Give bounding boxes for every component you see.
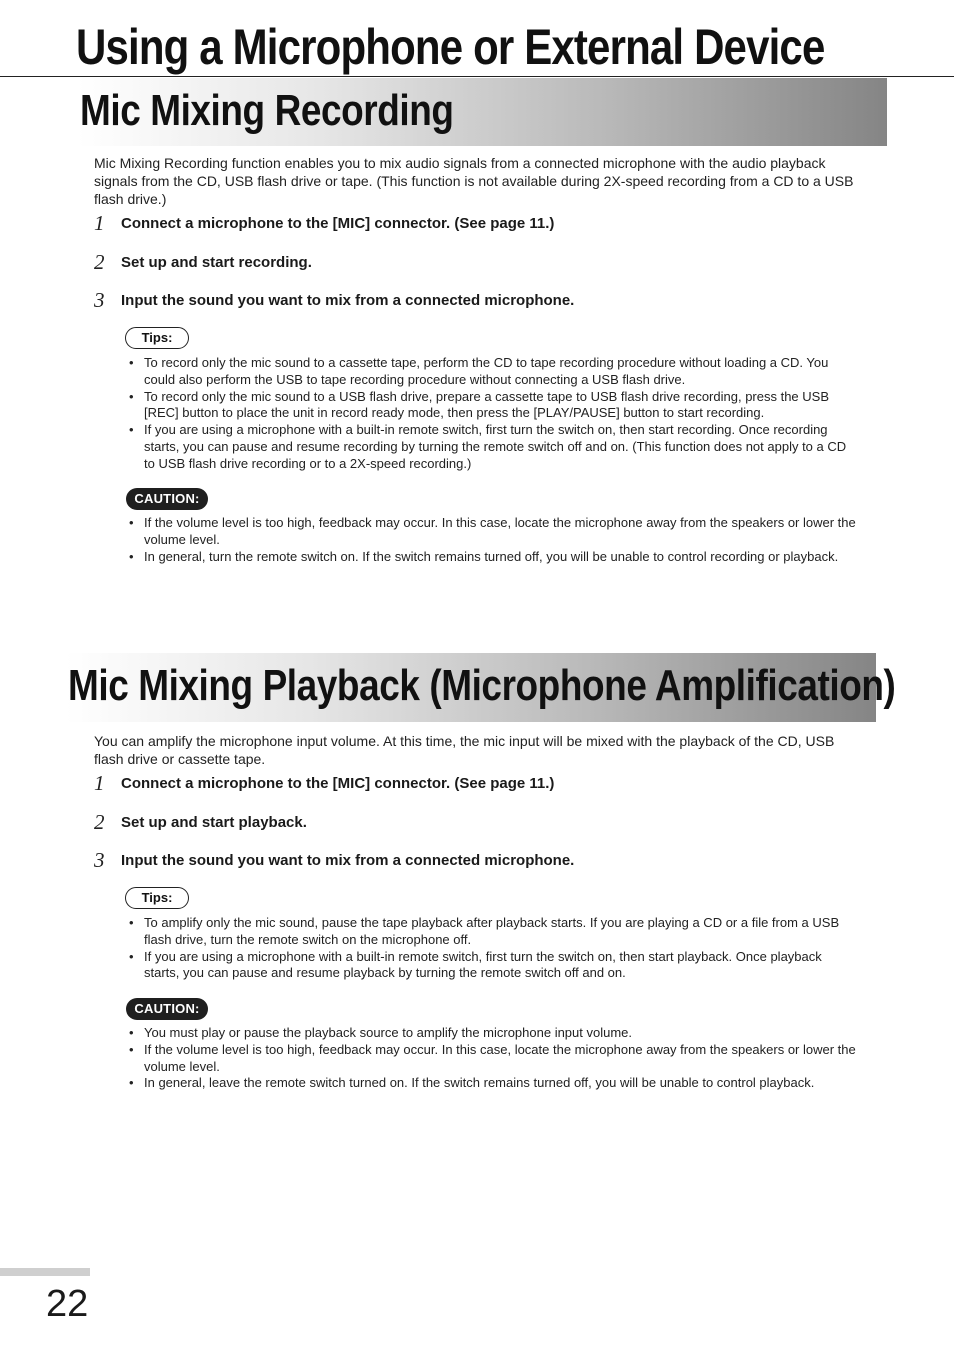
step-number: 2 bbox=[94, 250, 105, 274]
section-heading: Mic Mixing Playback (Microphone Amplification) bbox=[68, 661, 896, 710]
caution-list bbox=[126, 1025, 856, 1092]
step-text: Input the sound you want to mix from a connected microphone. bbox=[121, 852, 575, 869]
list-item: • To record only the mic sound to a USB flash drive, prepare a cassette tape to USB flash drive recording, press the USB [REC] button to place the unit in record ready mode, then press the [PLAY/PAUSE] button to start recording. bbox=[126, 389, 856, 423]
list-item: • If the volume level is too high, feedback may occur. In this case, locate the microphone away from the speakers or lower the volume level. bbox=[126, 515, 856, 549]
tips-list bbox=[126, 915, 856, 982]
section-heading-bar bbox=[78, 78, 887, 146]
step-number: 1 bbox=[94, 211, 105, 235]
step-number: 3 bbox=[94, 848, 105, 872]
step-text: Connect a microphone to the [MIC] connector. (See page 11.) bbox=[121, 215, 555, 232]
page-number: 22 bbox=[46, 1283, 89, 1325]
title-divider bbox=[0, 76, 954, 77]
list-item: • You must play or pause the playback source to amplify the microphone input volume. bbox=[126, 1025, 856, 1042]
list-item: • To amplify only the mic sound, pause the tape playback after playback starts. If you are playing a CD or a file from a USB flash drive, turn the remote switch on the microphone off. bbox=[126, 915, 856, 949]
step-text: Set up and start playback. bbox=[121, 814, 307, 831]
section-heading: Mic Mixing Recording bbox=[80, 86, 454, 135]
caution-list bbox=[126, 515, 856, 565]
section-heading-bar bbox=[66, 653, 896, 722]
page-number-bar bbox=[0, 1268, 90, 1276]
section-intro: You can amplify the microphone input volume. At this time, the mic input will be mixed with the playback of the CD, USB flash drive or cassette tape. bbox=[94, 733, 835, 767]
list-item: • If the volume level is too high, feedback may occur. In this case, locate the microphone away from the speakers or lower the volume level. bbox=[126, 1042, 856, 1076]
caution-badge: CAUTION: bbox=[126, 488, 208, 510]
tips-badge: Tips: bbox=[125, 327, 189, 349]
page-title: Using a Microphone or External Device bbox=[76, 19, 825, 75]
list-item: • If you are using a microphone with a built-in remote switch, first turn the switch on, then start playback. Once playback starts, you can pause and resume playback by turning the remote switch off and on. bbox=[126, 949, 856, 983]
list-item: • In general, leave the remote switch turned on. If the switch remains turned off, you will be unable to control playback. bbox=[126, 1075, 856, 1092]
step-text: Connect a microphone to the [MIC] connector. (See page 11.) bbox=[121, 775, 555, 792]
tips-list bbox=[126, 355, 856, 473]
step-number: 2 bbox=[94, 810, 105, 834]
section-intro: Mic Mixing Recording function enables you to mix audio signals from a connected microphone with the audio playback signals from the CD, USB flash drive or tape. (This function is not available during 2X-speed recording from a CD to a USB flash drive.) bbox=[94, 155, 854, 207]
step-text: Input the sound you want to mix from a connected microphone. bbox=[121, 292, 575, 309]
caution-badge: CAUTION: bbox=[126, 998, 208, 1020]
step-text: Set up and start recording. bbox=[121, 254, 312, 271]
list-item: • To record only the mic sound to a cassette tape, perform the CD to tape recording procedure without loading a CD. You could also perform the USB to tape recording procedure without connecting a USB flash drive. bbox=[126, 355, 856, 389]
tips-badge: Tips: bbox=[125, 887, 189, 909]
step-number: 1 bbox=[94, 771, 105, 795]
step-number: 3 bbox=[94, 288, 105, 312]
list-item: • If you are using a microphone with a built-in remote switch, first turn the switch on, then start recording. Once recording starts, you can pause and resume recording by turning the remote switch off and on. (This function does not apply to a CD to USB flash drive recording or to a 2X-speed recording.) bbox=[126, 422, 856, 472]
list-item: • In general, turn the remote switch on. If the switch remains turned off, you will be unable to control recording or playback. bbox=[126, 549, 856, 566]
